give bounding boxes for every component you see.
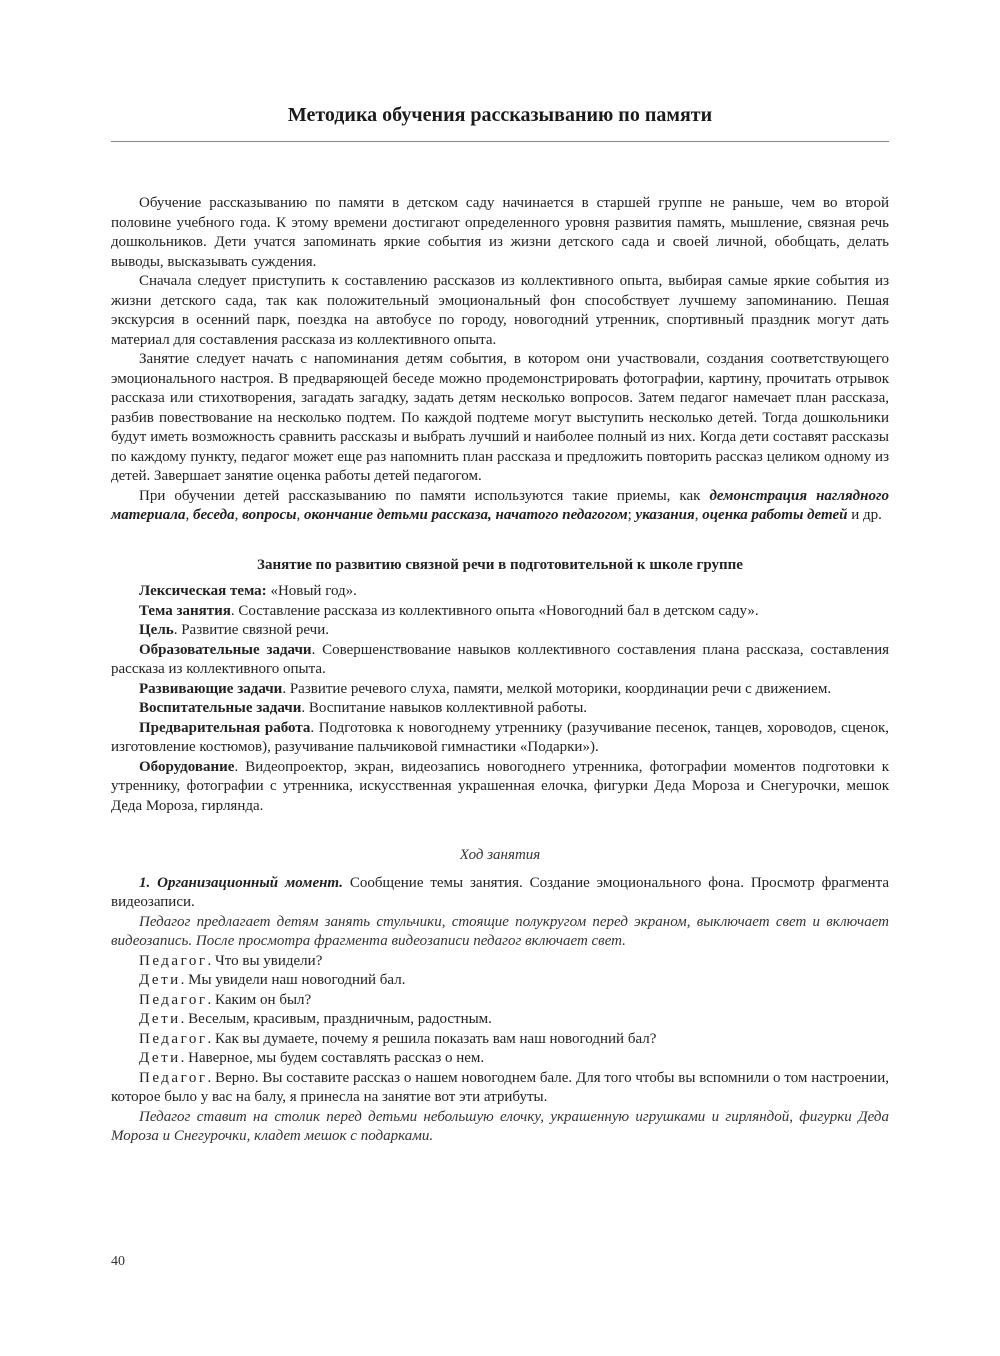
separator: ; [627,507,636,523]
step-1-label: 1. Организационный момент. [139,874,344,891]
technique-5: указания [635,507,695,523]
lesson-item-text: . Развитие речевого слуха, памяти, мелкой моторики, координации речи с движением. [282,680,832,697]
intro-paragraph-3: Занятие следует начать с напоминания детям события, в котором они участвовали, создания соответствующего эмоционального настроя. В предваряющей беседе можно продемонстрировать фотографии, картину, прочитать отрывок рассказа или стихотворения, загадать загадку, задать детям несколько вопросов. Затем педагог намечает план рассказа, разбив повествование на несколько подтем. По каждой подтеме могут выступить несколько детей. Тогда дошкольники будут иметь возможность сравнить рассказы и выбрать лучший и наиболее полный из них. Когда дети составят рассказы по каждому пункту, педагог может еще раз напомнить план рассказа и предложить повторить рассказ целиком одному из детей. Завершает занятие оценка работы детей педагогом. [111,351,889,484]
dialog-line [111,1010,889,1030]
page-title: Методика обучения рассказыванию по памяти [287,104,713,126]
dialog-speaker: Дети [139,1050,181,1066]
lesson-item [111,680,889,700]
technique-4: окончание детьми рассказа, начатого педагогом [304,507,628,523]
lesson-heading: Занятие по развитию связной речи в подготовительной к школе группе [257,556,743,573]
lesson-item [111,602,889,622]
dialog-text: . Веселым, красивым, праздничным, радостным. [180,1011,492,1027]
dialog-text: . Верно. Вы составите рассказ о нашем новогоднем бале. Для того чтобы вы вспомнили о том настроении, которое было у вас на балу, я принесла на занятие вот эти атрибуты. [111,1069,889,1105]
lesson-item-text: . Совершенствование навыков коллективного составления плана рассказа, составления рассказа из коллективного опыта. [111,641,889,677]
separator: , [234,507,243,523]
lesson-item [111,621,889,641]
dialog-line [111,952,889,972]
step-1-text: Сообщение темы занятия. Создание эмоционального фона. Просмотр фрагмента видеозаписи. [111,874,889,910]
technique-3: вопросы [242,507,297,523]
lesson-item-label: Лексическая тема: [139,583,267,599]
lesson-item-text: . Составление рассказа из коллективного опыта «Новогодний бал в детском саду». [230,602,759,619]
separator: , [694,507,703,523]
dialog-line [111,1069,889,1108]
technique-2: беседа [192,507,235,523]
lesson-item-label: Воспитательные задачи [139,700,302,716]
lesson-item-label: Образовательные задачи [139,641,312,658]
lesson-item-text: «Новый год». [266,583,357,599]
techniques-paragraph [111,487,889,526]
dialog-text: . Наверное, мы будем составлять рассказ о нем. [180,1050,485,1066]
lesson-item [111,719,889,758]
separator: , [185,507,193,523]
dialog-text: . Что вы увидели? [207,952,323,969]
dialog-line [111,991,889,1011]
lesson-item-label: Цель [139,622,174,638]
lesson-item [111,582,889,602]
lesson-item [111,641,889,680]
lesson-item [111,758,889,817]
intro-paragraph-1: Обучение рассказыванию по памяти в детском саду начинается в старшей группе не раньше, чем во второй половине учебного года. К этому времени достигают определенного уровня развития память, мышление, связная речь дошкольников. Дети учатся запоминать яркие события из жизни детского сада и своей личной, обобщать, делать выводы, высказывать суждения. [111,195,889,270]
stage-remark: Педагог предлагает детям занять стульчики, стоящие полукругом перед экраном, выключает свет и включает видеозапись. После просмотра фрагмента видеозаписи педагог включает свет. [111,913,889,949]
step-1 [111,874,889,913]
lesson-item-text: . Видеопроектор, экран, видеозапись новогоднего утренника, фотографии моментов подготовки к утреннику, фотографии с утренника, искусственная украшенная елочка, фигурки Деда Мороза и Снегурочки, мешок Деда Мороза, гирлянда. [111,758,889,814]
intro-paragraph-2: Сначала следует приступить к составлению рассказов из коллективного опыта, выбирая самые яркие события из жизни детского сада, так как положительный эмоциональный фон способствует лучшему запоминанию. Пешая экскурсия в осенний парк, поездка на автобусе по городу, новогодний утренник, спортивный праздник могут дать материал для составления рассказа из коллективного опыта. [111,273,889,348]
dialog-line [111,1049,889,1069]
stage-remark: Педагог ставит на столик перед детьми небольшую елочку, украшенную игрушками и гирляндой, фигурки Деда Мороза и Снегурочки, кладет мешок с подарками. [111,1108,889,1144]
lesson-item-label: Оборудование [139,758,235,775]
dialog-text: . Каким он был? [207,991,312,1008]
page-number: 40 [111,1254,125,1269]
separator: , [296,507,305,523]
technique-6: оценка работы детей [702,507,848,523]
techniques-tail: и др. [847,507,882,523]
dialog-speaker: Дети [139,1011,181,1027]
dialog-speaker: Дети [139,972,181,988]
technique-1: демонстрация наглядного материала [111,487,889,523]
dialog-speaker: Педагог [139,1030,208,1047]
lesson-item-text: . Развитие связной речи. [173,622,329,638]
lesson-item-label: Тема занятия [139,602,231,619]
dialog-line [111,1030,889,1050]
dialog-text: . Мы увидели наш новогодний бал. [180,972,406,988]
techniques-lead: При обучении детей рассказыванию по памяти используются такие приемы, как [139,487,710,504]
lesson-item-text: . Подготовка к новогоднему утреннику (разучивание песенок, танцев, хороводов, сценок, изготовление костюмов), разучивание пальчиковой гимнастики «Подарки»). [111,719,890,755]
dialog-text: . Как вы думаете, почему я решила показать вам наш новогодний бал? [207,1030,657,1047]
dialog-speaker: Педагог [139,952,208,969]
lesson-item-text: . Воспитание навыков коллективной работы. [301,700,588,716]
course-heading: Ход занятия [459,847,541,863]
lesson-item-label: Предварительная работа [139,719,311,736]
body-text [111,194,889,1147]
dialog-line [111,971,889,991]
title-divider [111,141,889,142]
lesson-item-label: Развивающие задачи [139,680,283,697]
dialog-speaker: Педагог [139,1069,208,1086]
lesson-item [111,699,889,719]
dialog-speaker: Педагог [139,991,208,1008]
